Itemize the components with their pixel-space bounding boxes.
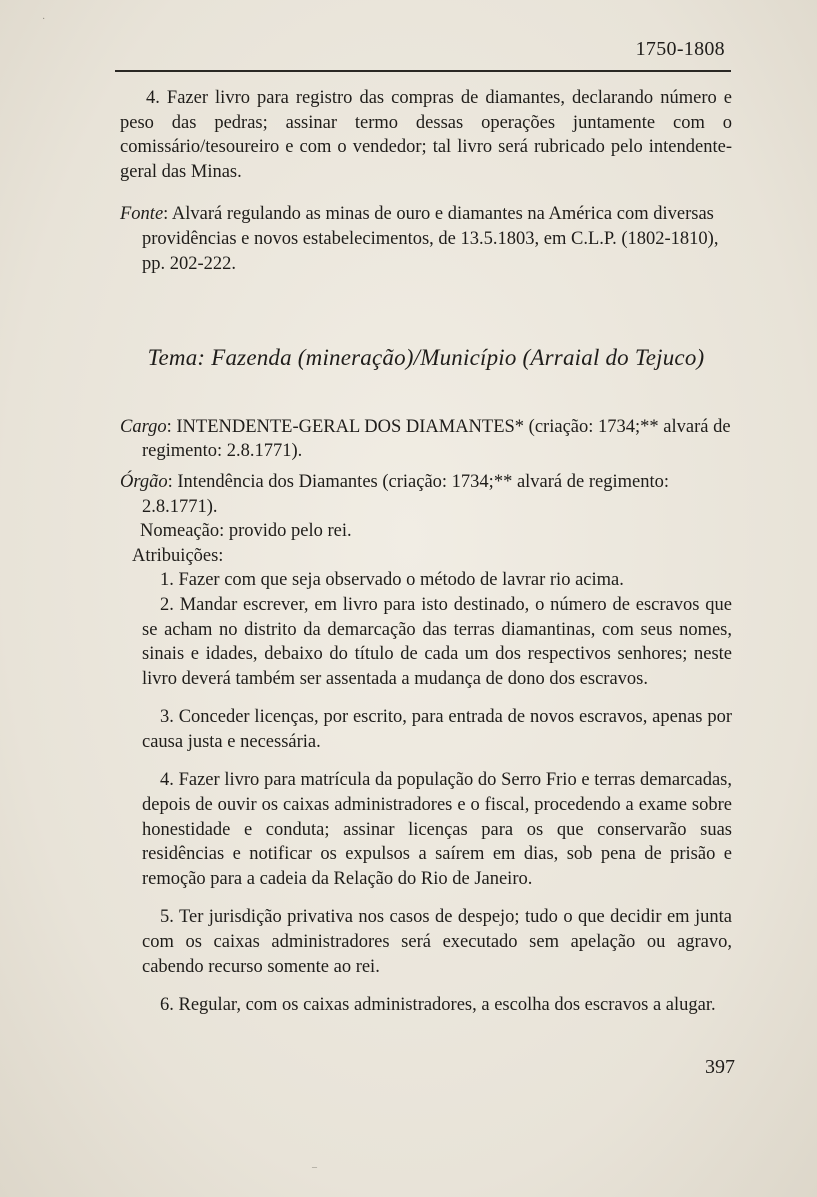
header-rule — [115, 70, 731, 72]
attribution-item-2: 2. Mandar escrever, em livro para isto destinado, o número de escravos que se acham no distrito da demarcação das terras diamantinas, com seus nomes, sinais e idades, debaixo do título de cada um dos respectivos senhores; neste livro deverá também ser assentada a mudança de dono dos escravos. — [142, 594, 732, 689]
source-citation — [120, 202, 732, 276]
scan-speck: – — [312, 1162, 317, 1173]
scan-speck: · — [42, 14, 46, 25]
section-theme-heading: Tema: Fazenda (mineração)/Município (Arraial do Tejuco) — [147, 345, 705, 371]
running-header-year-range: 1750-1808 — [635, 38, 725, 60]
attribution-item-4: 4. Fazer livro para matrícula da população do Serro Frio e terras demarcadas, depois de ouvir os caixas administradores e o fiscal, procedendo a exame sobre honestidade e conduta; assinar licenças para os que conservarão suas residências e notificar os expulsos a saírem em dias, sob pena de prisão e remoção para a cadeia da Relação do Rio de Janeiro. — [142, 770, 732, 889]
attribution-item-3: 3. Conceder licenças, por escrito, para entrada de novos escravos, apenas por causa justa e necessária. — [142, 707, 732, 752]
cargo-entry — [120, 415, 732, 464]
atribuicoes-label: Atribuições: — [132, 545, 224, 566]
nomeacao-line: Nomeação: provido pelo rei. — [140, 521, 352, 542]
source-label: Fonte — [120, 204, 164, 225]
orgao-text: : Intendência dos Diamantes (criação: 1734;** alvará de regimento: 2.8.1771). — [142, 471, 669, 517]
attribution-item-6: 6. Regular, com os caixas administradores, a escolha dos escravos a alugar. — [160, 995, 716, 1016]
orgao-entry — [120, 470, 732, 519]
attribution-item-continued: 4. Fazer livro para registro das compras de diamantes, declarando número e peso das pedras; assinar termo dessas operações juntamente com o comissário/tesoureiro e com o vendedor; tal livro será rubricado pelo intendente-geral das Minas. — [120, 88, 732, 182]
attribution-item-1: 1. Fazer com que seja observado o método de lavrar rio acima. — [160, 570, 624, 591]
attribution-item-5: 5. Ter jurisdição privativa nos casos de despejo; tudo o que decidir em junta com os caixas administradores será executado sem apelação ou agravo, cabendo recurso somente ao rei. — [142, 907, 732, 977]
source-text: : Alvará regulando as minas de ouro e diamantes na América com diversas providências e novos estabelecimentos, de 13.5.1803, em C.L.P. (1802-1810), pp. 202-222. — [142, 204, 719, 274]
page-body — [120, 86, 732, 1018]
cargo-text: : INTENDENTE-GERAL DOS DIAMANTES* (criação: 1734;** alvará de regimento: 2.8.1771). — [142, 416, 731, 462]
cargo-label: Cargo — [120, 416, 167, 437]
orgao-label: Órgão — [120, 471, 168, 492]
page-number: 397 — [705, 1056, 735, 1078]
